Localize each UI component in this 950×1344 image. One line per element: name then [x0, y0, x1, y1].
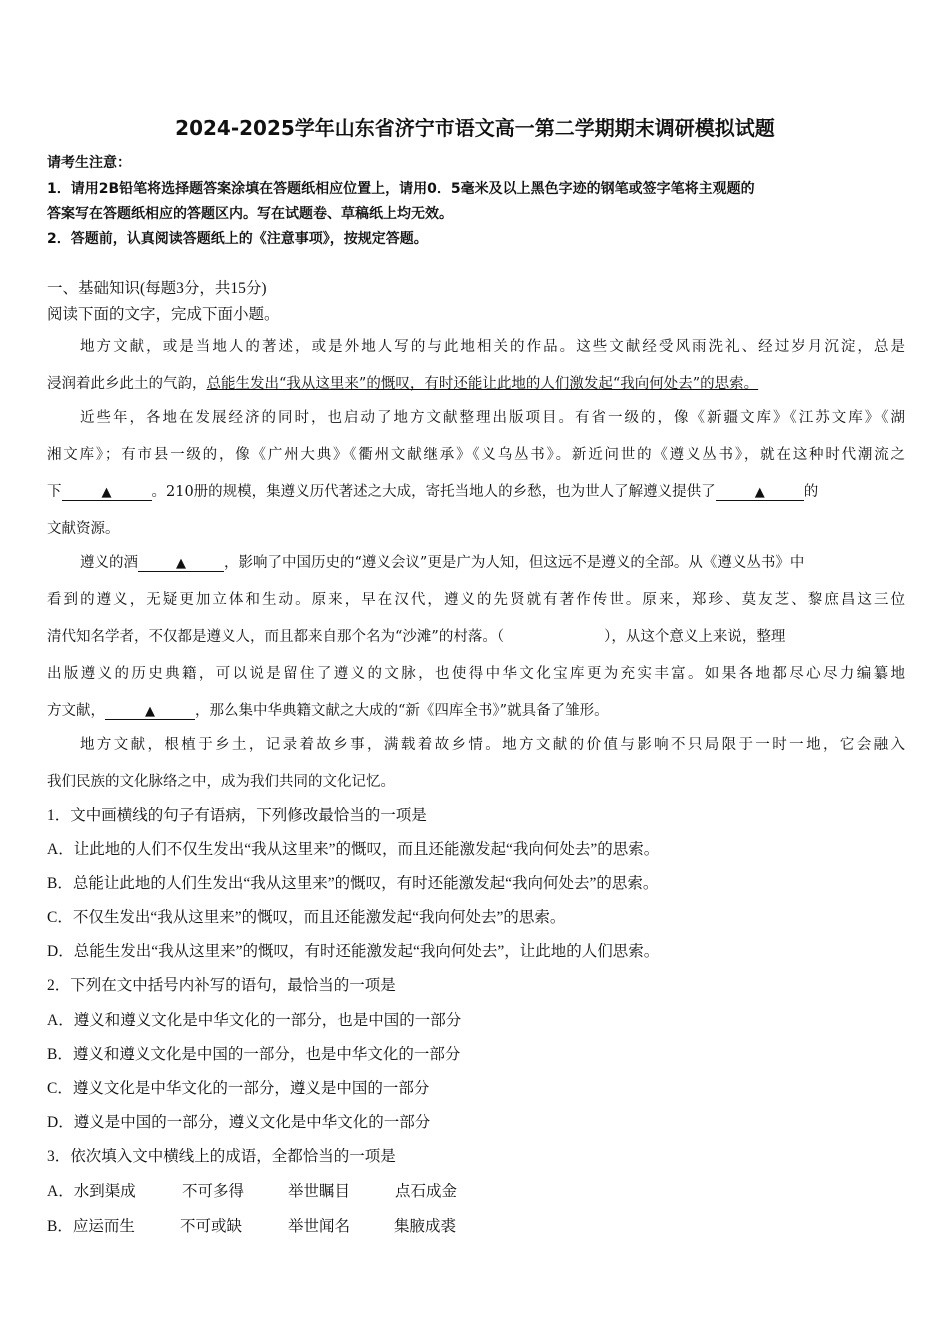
exam-title: 2024-2025学年山东省济宁市语文高一第二学期期末调研模拟试题 — [175, 116, 775, 140]
q3b-word-2: 不可或缺 — [180, 1218, 243, 1235]
notice-heading: 请考生注意： — [47, 155, 131, 171]
p2c-post: 的 — [803, 484, 819, 500]
q3-option-b[interactable] — [47, 1214, 456, 1236]
notice-line-2: 2．答题前，认真阅读答题纸上的《注意事项》，按规定答题。 — [47, 231, 428, 247]
passage-p2d: 文献资源。 — [47, 521, 120, 537]
q3a-word-4: 点石成金 — [395, 1183, 458, 1200]
q2-option-a[interactable]: A．遵义和遵义文化是中华文化的一部分，也是中国的一部分 — [47, 1012, 462, 1029]
q3a-word-1: A．水到渠成 — [47, 1183, 136, 1200]
passage-p3a — [80, 551, 804, 572]
passage-p4b: 我们民族的文化脉络之中，成为我们共同的文化记忆。 — [47, 774, 395, 790]
passage-p2a: 近些年，各地在发展经济的同时，也启动了地方文献整理出版项目。有省一级的，像《新疆文库》《江苏文库》《湖 — [80, 410, 905, 426]
p3e-post: ，那么集中华典籍文献之大成的“新《四库全书》”就具备了雏形。 — [195, 703, 609, 719]
passage-p3c — [47, 625, 785, 646]
q2-option-b[interactable]: B．遵义和遵义文化是中国的一部分，也是中华文化的一部分 — [47, 1046, 461, 1063]
p3c-post: ），从这个意义上来说，整理 — [604, 629, 786, 645]
question-2: 2．下列在文中括号内补写的语句，最恰当的一项是 — [47, 977, 396, 994]
q2-option-c[interactable]: C．遵义文化是中华文化的一部分，遵义是中国的一部分 — [47, 1080, 430, 1097]
passage-p1b — [47, 372, 758, 393]
section-intro: 阅读下面的文字，完成下面小题。 — [47, 306, 280, 323]
passage-p2c — [47, 480, 818, 501]
q1-option-b[interactable]: B．总能让此地的人们生发出“我从这里来”的慨叹，有时还能激发起“我向何处去”的思索。 — [47, 875, 659, 892]
p3a-pre: 遵义的酒 — [80, 555, 138, 571]
q3a-word-2: 不可多得 — [182, 1183, 245, 1200]
passage-p3d: 出版遵义的历史典籍，可以说是留住了遵义的文脉，也使得中华文化宝库更为充实丰富。如果各地都尽心尽力编纂地 — [47, 666, 905, 682]
q3b-word-3: 举世闻名 — [288, 1218, 351, 1235]
q1-option-c[interactable]: C．不仅生发出“我从这里来”的慨叹，而且还能激发起“我向何处去”的思索。 — [47, 909, 566, 926]
notice-line-1a: 1．请用2B铅笔将选择题答案涂填在答题纸相应位置上，请用0．5毫米及以上黑色字迹的钢笔或签字笔将主观题的 — [47, 181, 755, 197]
blank-3: ▲ — [138, 557, 224, 572]
passage-p4a: 地方文献，根植于乡土，记录着故乡事，满载着故乡情。地方文献的价值与影响不只局限于一时一地，它会融入 — [80, 737, 905, 753]
q2-option-d[interactable]: D．遵义是中国的一部分，遵义文化是中华文化的一部分 — [47, 1114, 431, 1131]
blank-4: ▲ — [105, 705, 195, 720]
question-1: 1．文中画横线的句子有语病，下列修改最恰当的一项是 — [47, 807, 427, 824]
p3e-pre: 方文献， — [47, 703, 105, 719]
q1-option-d[interactable]: D．总能生发出“我从这里来”的慨叹，有时还能激发起“我向何处去”，让此地的人们思索。 — [47, 943, 660, 960]
blank-2: ▲ — [716, 486, 804, 501]
passage-p3e — [47, 699, 609, 720]
section-heading: 一、基础知识(每题3分，共15分) — [47, 280, 267, 297]
q3b-word-4: 集腋成裘 — [394, 1218, 457, 1235]
passage-p1b-text: 浸润着此乡此土的气韵， — [47, 376, 207, 392]
q3a-word-3: 举世瞩目 — [288, 1183, 351, 1200]
notice-line-1b: 答案写在答题纸相应的答题区内。写在试题卷、草稿纸上均无效。 — [47, 206, 453, 222]
q1-option-a[interactable]: A．让此地的人们不仅生发出“我从这里来”的慨叹，而且还能激发起“我向何处去”的思索。 — [47, 841, 660, 858]
q3-option-a[interactable] — [47, 1179, 457, 1201]
question-3: 3．依次填入文中横线上的成语，全都恰当的一项是 — [47, 1148, 396, 1165]
p2c-mid: 。210册的规模，集遵义历代著述之大成，寄托当地人的乡愁，也为世人了解遵义提供了 — [151, 484, 716, 500]
p2c-pre: 下 — [47, 484, 62, 500]
blank-1: ▲ — [62, 486, 152, 501]
q3b-word-1: B．应运而生 — [47, 1218, 135, 1235]
passage-p3b: 看到的遵义，无疑更加立体和生动。原来，早在汉代，遵义的先贤就有著作传世。原来，郑珍、莫友芝、黎庶昌这三位 — [47, 592, 905, 608]
underlined-sentence: 总能生发出“我从这里来”的慨叹，有时还能让此地的人们激发起“我向何处去”的思索。 — [206, 376, 759, 392]
p3a-post: ，影响了中国历史的“遵义会议”更是广为人知，但这远不是遵义的全部。从《遵义丛书》中 — [224, 555, 805, 571]
passage-p2b: 湘文库》；有市县一级的，像《广州大典》《衢州文献继承》《义乌丛书》。新近问世的《遵义丛书》，就在这种时代潮流之 — [47, 447, 905, 463]
p3c-pre: 清代知名学者，不仅都是遵义人，而且都来自那个名为“沙滩”的村落。（ — [47, 629, 505, 645]
passage-p1a: 地方文献，或是当地人的著述，或是外地人写的与此地相关的作品。这些文献经受风雨洗礼、经过岁月沉淀，总是 — [80, 339, 905, 355]
